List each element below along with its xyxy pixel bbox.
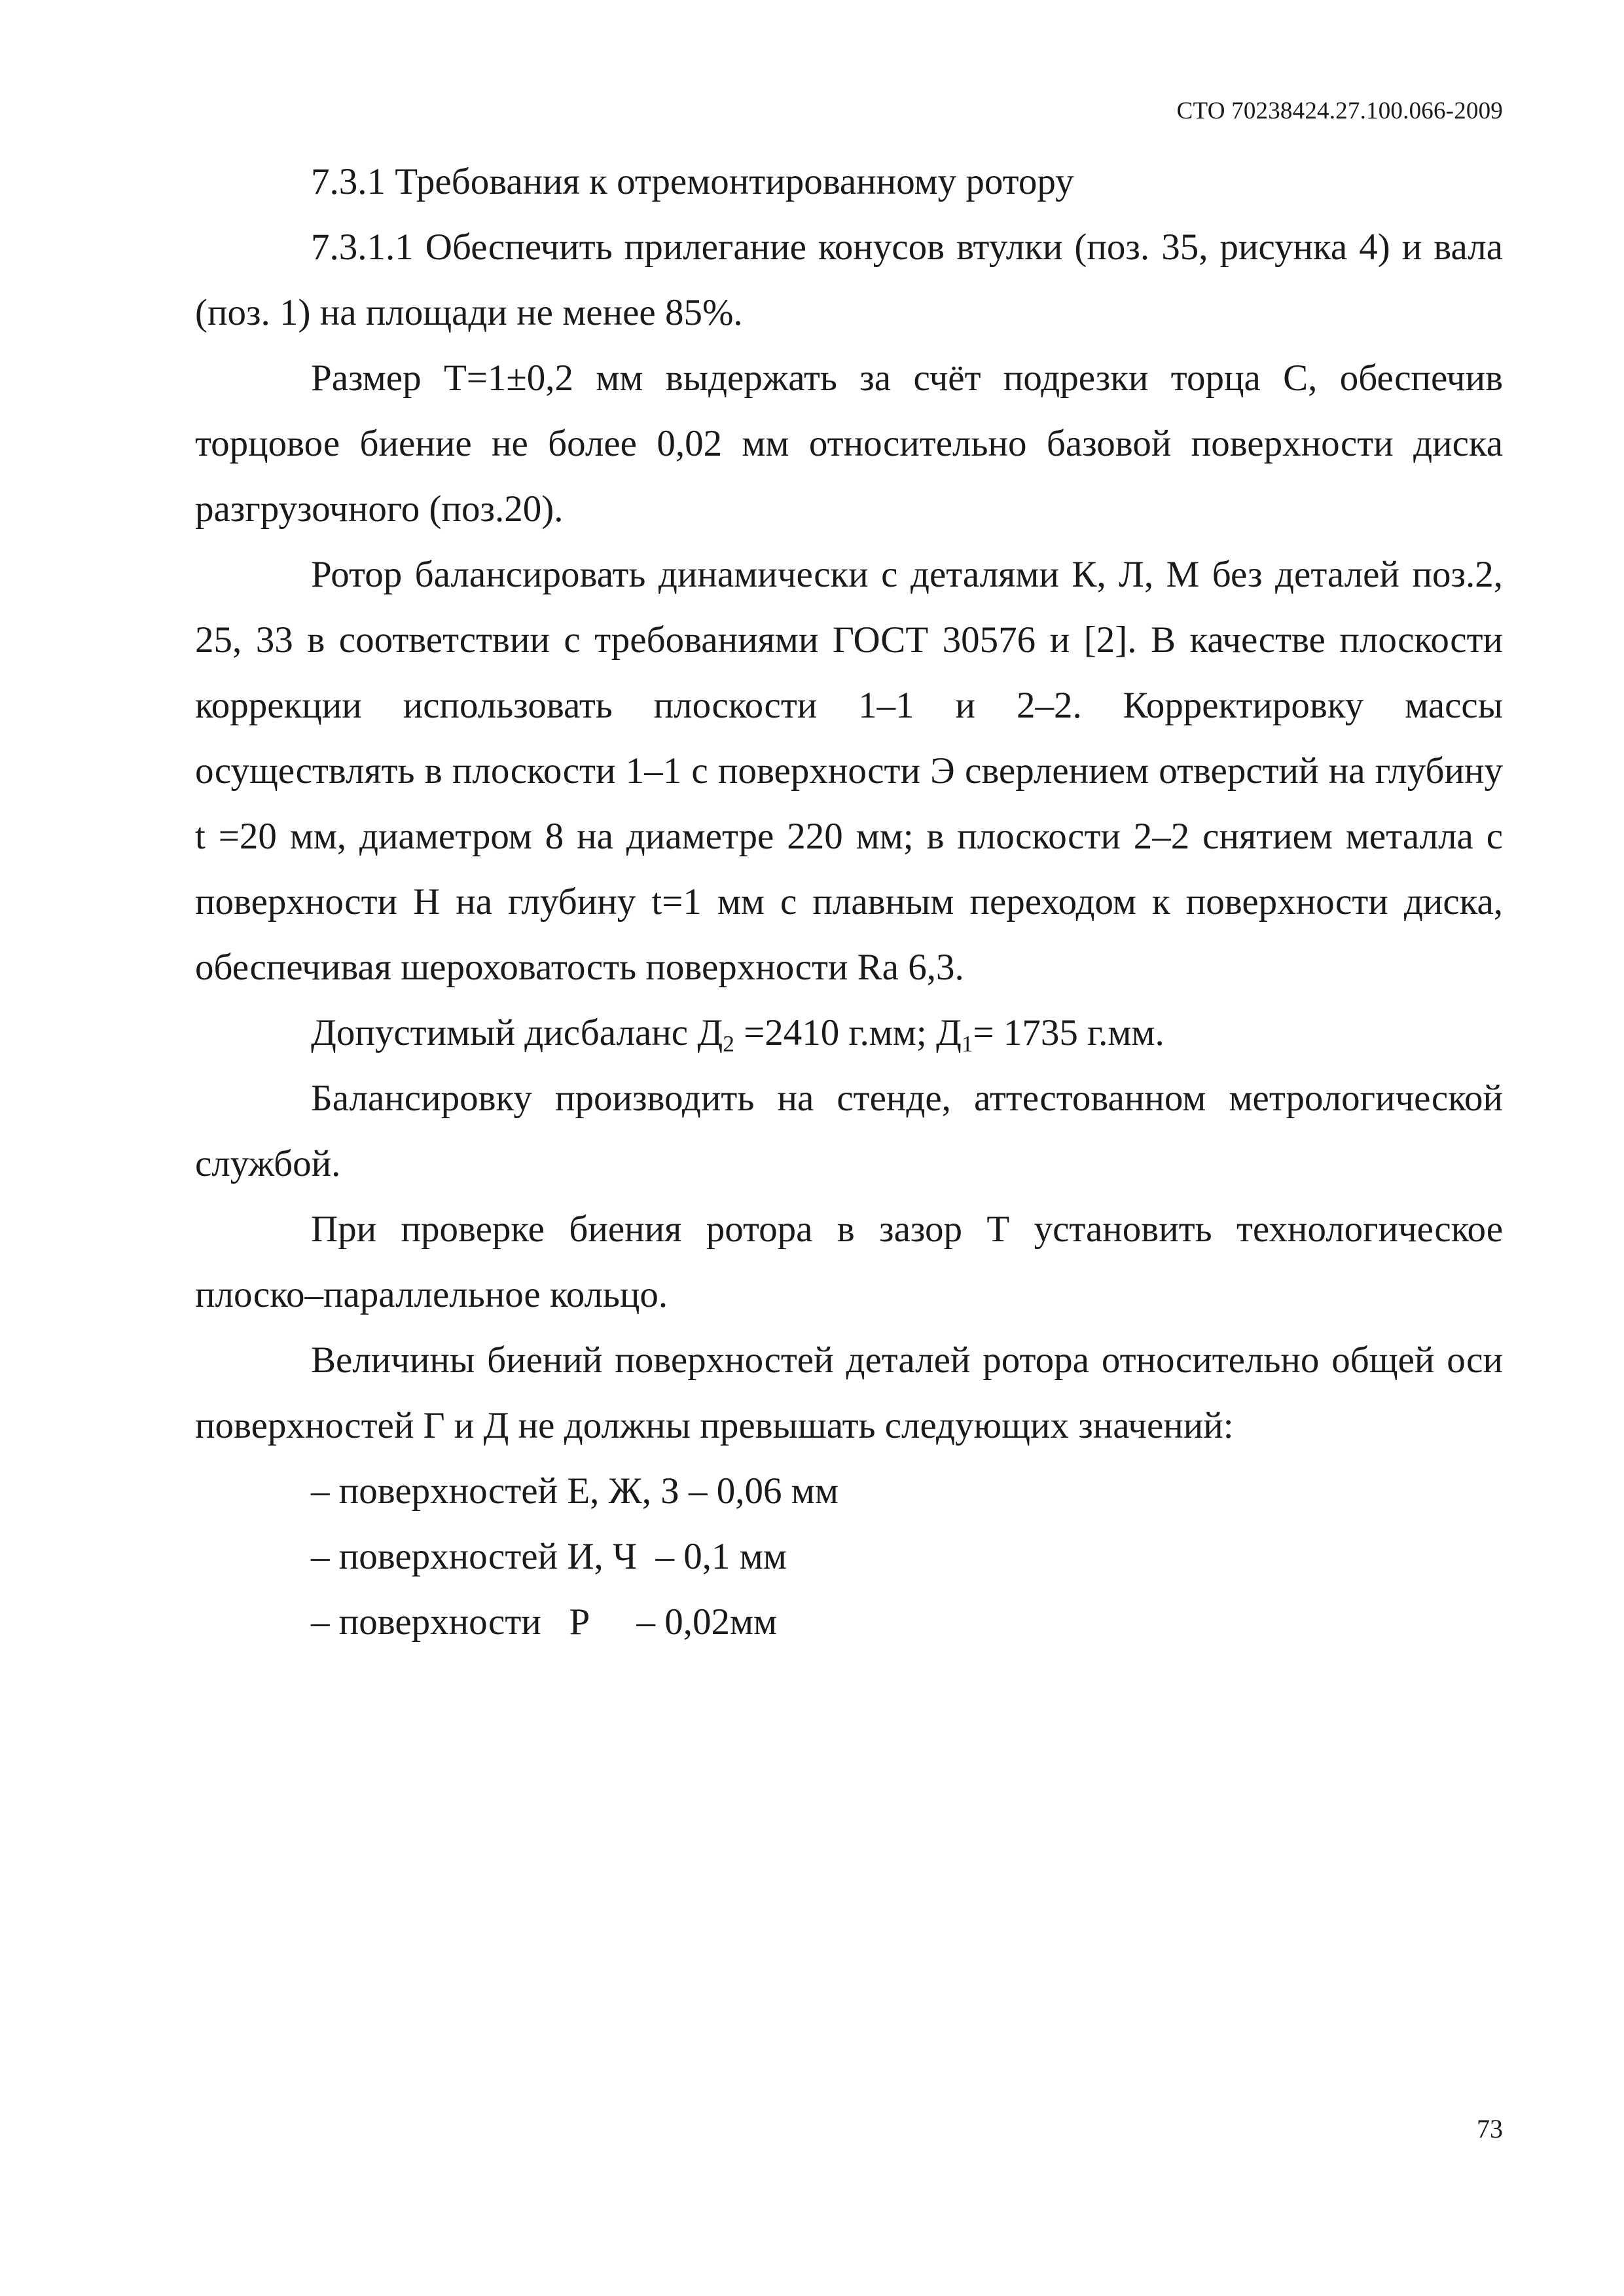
paragraph-balancing: Ротор балансировать динамически с деталями К, Л, М без деталей поз.2, 25, 33 в соответствии с требованиями ГОСТ 30576 и [2]. В качестве плоскости коррекции использовать плоскости 1–1 и 2–2. Корректировку массы осуществлять в плоскости 1–1 с поверхности Э сверлением отверстий на глубину t =20 мм, диаметром 8 на диаметре 220 мм; в плоскости 2–2 снятием металла с поверхности Н на глубину t=1 мм с плавным переходом к поверхности диска, обеспечивая шероховатость поверхности Ra 6,3.	[195, 554, 1503, 988]
document-code: СТО 70238424.27.100.066-2009	[1176, 98, 1503, 124]
imbalance-sub-2: 2	[723, 1030, 734, 1057]
section-heading: 7.3.1 Требования к отремонтированному ротору	[311, 161, 1074, 202]
imbalance-middle: =2410 г.мм; Д	[734, 1012, 962, 1053]
imbalance-sub-1: 1	[961, 1030, 973, 1057]
paragraph-dimension-t: Размер Т=1±0,2 мм выдержать за счёт подрезки торца С, обеспечив торцовое биение не более 0,02 мм относительно базовой поверхности диска разгрузочного (поз.20).	[195, 357, 1503, 530]
imbalance-suffix: = 1735 г.мм.	[973, 1012, 1164, 1053]
paragraph-stand: Балансировку производить на стенде, аттестованном метрологической службой.	[195, 1078, 1503, 1184]
list-item: – поверхностей Е, Ж, З – 0,06 мм	[311, 1470, 839, 1512]
list-item: – поверхности Р – 0,02мм	[311, 1601, 778, 1643]
paragraph-bushing-fit: 7.3.1.1 Обеспечить прилегание конусов втулки (поз. 35, рисунка 4) и вала (поз. 1) на площади не менее 85%.	[195, 227, 1503, 333]
paragraph-runout-check: При проверке биения ротора в зазор Т установить технологическое плоско–параллельное кольцо.	[195, 1209, 1503, 1315]
list-item: – поверхностей И, Ч – 0,1 мм	[311, 1536, 787, 1577]
document-body	[195, 149, 1503, 1655]
page-number: 73	[1477, 2114, 1503, 2143]
paragraph-runout-values: Величины биений поверхностей деталей ротора относительно общей оси поверхностей Г и Д не должны превышать следующих значений:	[195, 1339, 1503, 1446]
paragraph-imbalance	[195, 1000, 1503, 1066]
imbalance-prefix: Допустимый дисбаланс Д	[311, 1012, 723, 1053]
